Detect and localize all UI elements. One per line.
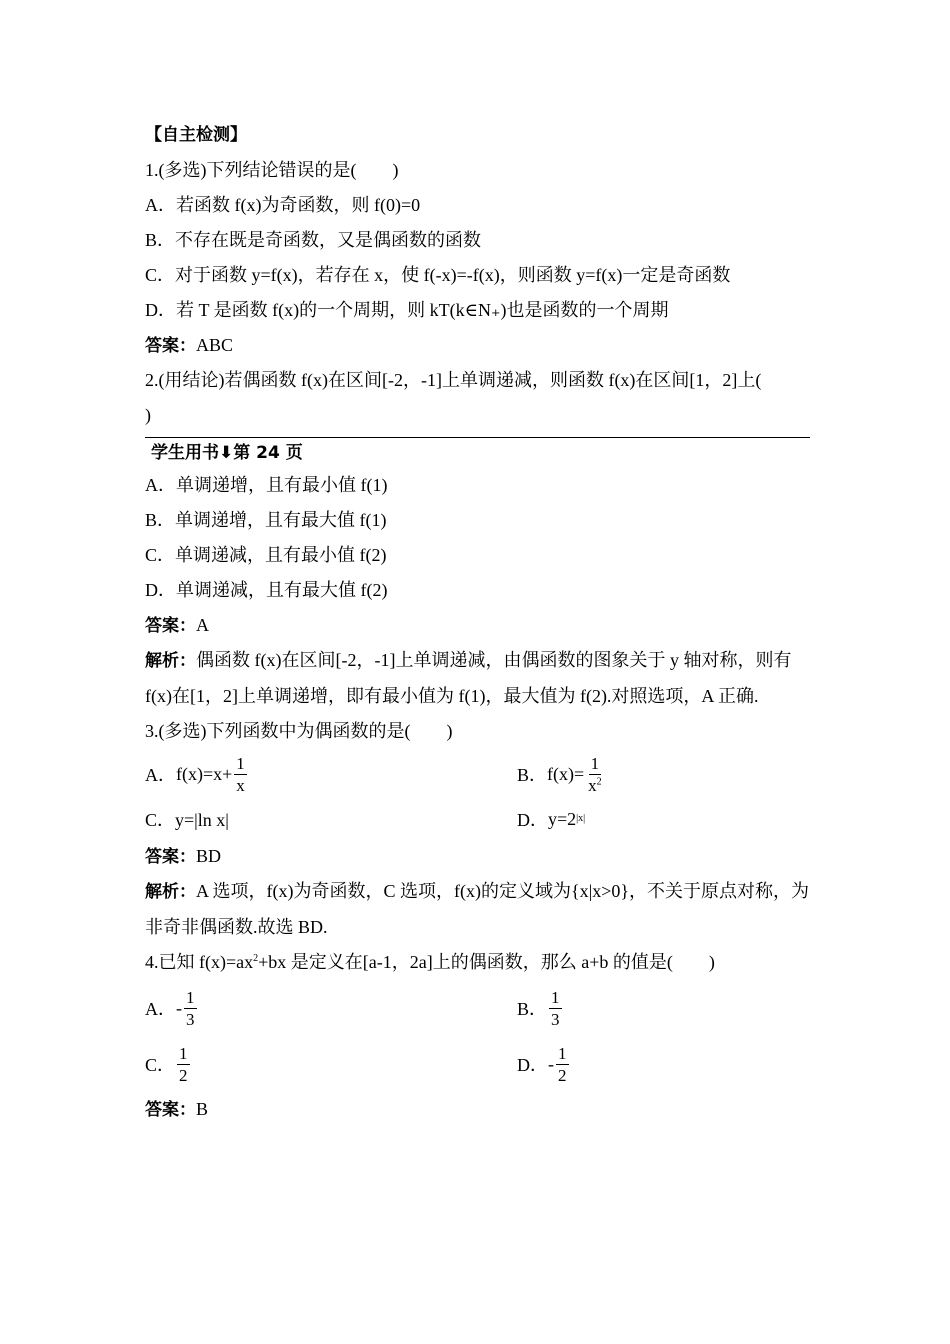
denominator: 3 <box>186 1009 195 1029</box>
fraction <box>177 1045 190 1084</box>
option-prefix: C． <box>145 1055 176 1075</box>
q3-option-b <box>517 755 810 794</box>
stem-part: +bx 是定义在[a-1，2a]上的偶函数，那么 a+b 的值是( ) <box>258 952 715 972</box>
option-expression: f(x)=x+ <box>176 763 233 784</box>
analysis-text: A 选项，f(x)为奇函数，C 选项，f(x)的定义域为{x|x>0}，不关于原点对称，为非奇非偶函数.故选 BD. <box>145 881 810 937</box>
option-expression: f(x)= <box>547 763 585 784</box>
denominator: x <box>236 775 245 795</box>
exponent: 2 <box>596 775 602 787</box>
answer-value: ABC <box>196 335 234 355</box>
answer-label: 答案： <box>145 336 196 356</box>
q4-options-row2 <box>145 1036 810 1092</box>
q4-options-row1 <box>145 980 810 1036</box>
sign: - <box>176 997 182 1018</box>
numerator: 1 <box>186 987 195 1007</box>
q2-stem-line2: ) <box>145 405 151 425</box>
option-prefix: A． <box>145 999 176 1019</box>
q2-answer <box>145 608 810 643</box>
answer-label: 答案： <box>145 847 196 867</box>
option-prefix: B． <box>517 765 548 785</box>
q1-option-c: C．对于函数 y=f(x)，若存在 x，使 f(-x)=-f(x)，则函数 y=f(x)一定是奇函数 <box>145 265 731 285</box>
page-reference: 学生用书⬇第 24 页 <box>151 443 303 463</box>
worksheet <box>145 118 810 1127</box>
q3-option-d: D． y=2 |x| <box>517 806 810 832</box>
q1-option-a: A．若函数 f(x)为奇函数，则 f(0)=0 <box>145 195 421 215</box>
answer-value: BD <box>196 846 222 866</box>
numerator: 1 <box>179 1043 188 1063</box>
q4-stem <box>145 945 810 980</box>
fraction <box>586 755 604 794</box>
q4-answer <box>145 1092 810 1127</box>
stem-part: 4.已知 f(x)=ax <box>145 952 254 972</box>
answer-value: B <box>196 1099 209 1119</box>
q3-option-c <box>145 806 517 832</box>
q2-analysis <box>145 643 810 714</box>
fraction <box>556 1045 569 1084</box>
numerator: 1 <box>558 1043 567 1063</box>
q1-option-d: D．若 T 是函数 f(x)的一个周期，则 kT(k∈N₊)也是函数的一个周期 <box>145 300 669 320</box>
numerator: 1 <box>590 753 600 773</box>
option-prefix: A． <box>145 765 176 785</box>
q4-option-d <box>517 1045 810 1084</box>
option-prefix: D． <box>517 1055 548 1075</box>
q1-answer <box>145 328 810 363</box>
denominator: 2 <box>179 1065 188 1085</box>
q3-option-a <box>145 755 517 794</box>
numerator: 1 <box>551 987 560 1007</box>
q3-options-row2 <box>145 799 810 839</box>
fraction <box>234 755 247 794</box>
q2-option-b: B．单调递增，且有最大值 f(1) <box>145 510 387 530</box>
denominator: 2 <box>558 1065 567 1085</box>
q2-option-a: A．单调递增，且有最小值 f(1) <box>145 475 388 495</box>
numerator: 1 <box>236 753 245 773</box>
analysis-label: 解析： <box>145 651 196 671</box>
option-prefix: D． <box>517 810 548 830</box>
denominator-base: x <box>588 775 597 795</box>
q2-stem-line1: 2.(用结论)若偶函数 f(x)在区间[-2，-1]上单调递减，则函数 f(x)在区间[1，2]上( <box>145 370 762 390</box>
q4-option-c <box>145 1045 517 1084</box>
answer-value: A <box>196 615 209 635</box>
q4-option-a <box>145 989 517 1028</box>
analysis-text: 偶函数 f(x)在区间[-2，-1]上单调递减，由偶函数的图象关于 y 轴对称，则有 f(x)在[1，2]上单调递增，即有最小值为 f(1)，最大值为 f(2).对照选项，A 正确. <box>145 650 792 706</box>
sign: - <box>548 1053 554 1074</box>
fraction <box>549 989 562 1028</box>
analysis-label: 解析： <box>145 882 196 902</box>
q3-analysis <box>145 874 810 945</box>
q3-stem: 3.(多选)下列函数中为偶函数的是( ) <box>145 721 453 741</box>
exponent: 2 <box>253 953 259 964</box>
q1-stem: 1.(多选)下列结论错误的是( ) <box>145 160 399 180</box>
q4-option-b <box>517 989 810 1028</box>
fraction <box>184 989 197 1028</box>
option-expression: C．y=|ln x| <box>145 810 229 830</box>
option-expression: y=2 <box>548 808 577 829</box>
q3-answer <box>145 839 810 874</box>
q1-option-b: B．不存在既是奇函数，又是偶函数的函数 <box>145 230 482 250</box>
section-title: 【自主检测】 <box>145 125 247 145</box>
answer-label: 答案： <box>145 616 196 636</box>
answer-label: 答案： <box>145 1100 196 1120</box>
option-prefix: B． <box>517 999 548 1019</box>
denominator: 3 <box>551 1009 560 1029</box>
q2-option-d: D．单调递减，且有最大值 f(2) <box>145 580 388 600</box>
q3-options-row1 <box>145 749 810 799</box>
denominator <box>586 775 604 794</box>
q2-option-c: C．单调递减，且有最小值 f(2) <box>145 545 387 565</box>
